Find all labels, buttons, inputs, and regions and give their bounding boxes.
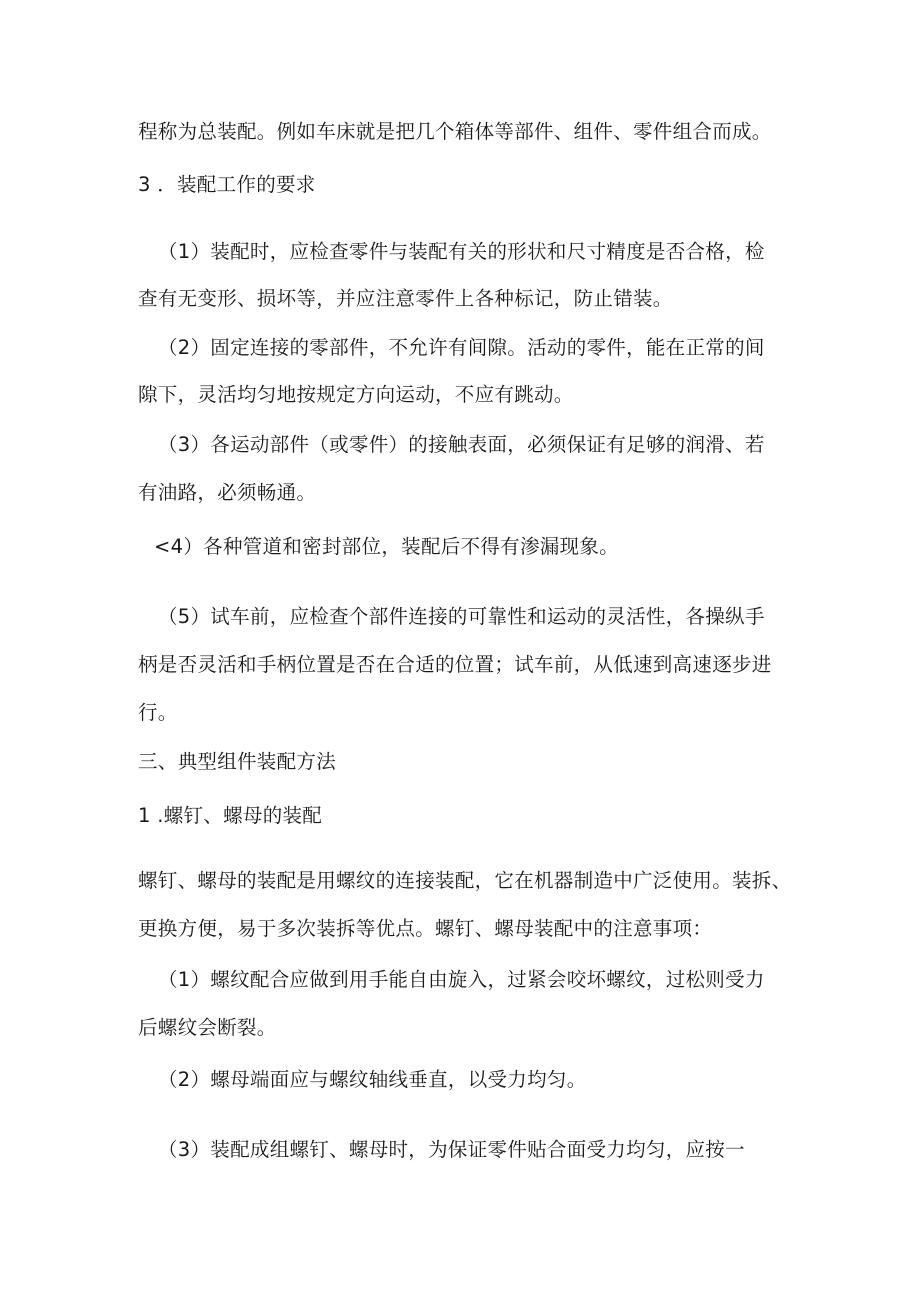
section-heading: 3 ．装配工作的要求 <box>138 173 316 196</box>
list-item-line: 查有无变形、损坏等，并应注意零件上各种标记，防止错装。 <box>138 287 673 310</box>
list-item-line: （2）螺母端面应与螺纹轴线垂直，以受力均匀。 <box>158 1068 587 1091</box>
list-item-line: （1）螺纹配合应做到用手能自由旋入，过紧会咬坏螺纹，过松则受力 <box>158 968 765 991</box>
list-item-line: 隙下，灵活均匀地按规定方向运动，不应有跳动。 <box>138 383 574 406</box>
list-item-line: （2）固定连接的零部件，不允许有间隙。活动的零件，能在正常的间 <box>158 336 765 359</box>
subsection-heading: 1 .螺钉、螺母的装配 <box>138 804 323 827</box>
list-item-line: 柄是否灵活和手柄位置是否在合适的位置；试车前，从低速到高速逐步进 <box>138 653 772 676</box>
list-item-line: （3）装配成组螺钉、螺母时，为保证零件贴合面受力均匀，应按一 <box>158 1138 745 1161</box>
list-item-line: 行。 <box>138 701 178 724</box>
paragraph-line: 螺钉、螺母的装配是用螺纹的连接装配，它在机器制造中广泛使用。装拆、 <box>138 869 792 892</box>
list-item-line: <4）各种管道和密封部位，装配后不得有渗漏现象。 <box>154 535 619 558</box>
section-heading: 三、典型组件装配方法 <box>138 750 337 773</box>
paragraph-line: 程称为总装配。例如车床就是把几个箱体等部件、组件、零件组合而成。 <box>138 120 772 143</box>
list-item-line: 后螺纹会断裂。 <box>138 1016 277 1039</box>
list-item-line: 有油路，必须畅通。 <box>138 481 317 504</box>
list-item-line: （3）各运动部件（或零件）的接触表面，必须保证有足够的润滑、若 <box>158 433 765 456</box>
paragraph-line: 更换方便，易于多次装拆等优点。螺钉、螺母装配中的注意事项： <box>138 917 713 940</box>
list-item-line: （5）试车前，应检查个部件连接的可靠性和运动的灵活性，各操纵手 <box>158 605 765 628</box>
list-item-line: （1）装配时，应检查零件与装配有关的形状和尺寸精度是否合格，检 <box>158 240 765 263</box>
